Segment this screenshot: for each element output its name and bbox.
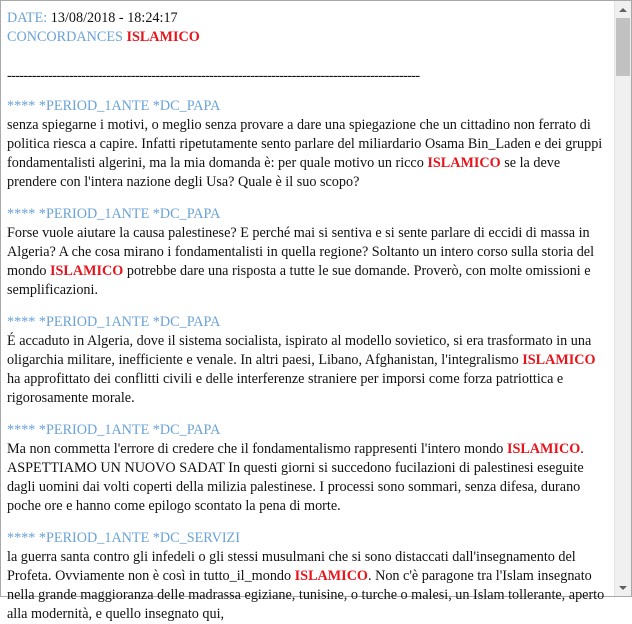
- search-keyword: ISLAMICO: [126, 29, 200, 45]
- concordance-text-area[interactable]: [1, 1, 611, 622]
- entry-header: **** *PERIOD_1ANTE *DC_PAPA: [7, 422, 221, 438]
- keyword-highlight: ISLAMICO: [294, 568, 368, 584]
- entry-header: **** *PERIOD_1ANTE *DC_PAPA: [7, 98, 221, 114]
- entry: [7, 421, 611, 516]
- entry-header: **** *PERIOD_1ANTE *DC_PAPA: [7, 206, 221, 222]
- entry-text: Forse vuole aiutare la causa palestinese? E perché mai si sentiva e si sente parlare di eccidi di massa in Algeria? A che cosa mirano i fondamentalisti in quella regione? Soltanto un intero corso sulla storia del mondo ISLAMICO potrebbe dare una risposta a tutte le sue domande. Proverò, con molte omissioni e semplificazioni.: [7, 225, 595, 298]
- entry: [7, 97, 611, 192]
- date-value: 13/08/2018 - 18:24:17: [50, 10, 178, 26]
- entry: [7, 205, 611, 300]
- keyword-highlight: ISLAMICO: [522, 352, 596, 368]
- entry-text: senza spiegarne i motivi, o meglio senza provare a dare una spiegazione che un cittadino non ferrato di politica riesca a capire. Infatti ripetutamente sento parlare del miliardario Osama Bin_Laden e dei gruppi fondamentalisti algerini, ma la mia domanda è: per quale motivo un ricco ISLAMICO se la deve prendere con l'intera nazione degli Usa? Quale è il suo scopo?: [7, 117, 603, 190]
- entry: [7, 313, 611, 408]
- entry-header: **** *PERIOD_1ANTE *DC_SERVIZI: [7, 530, 240, 546]
- scroll-down-button[interactable]: [615, 579, 631, 596]
- date-line: [7, 9, 611, 28]
- vertical-scrollbar[interactable]: [614, 1, 631, 596]
- keyword-highlight: ISLAMICO: [49, 263, 124, 279]
- entry-text: Ma non commetta l'errore di credere che il fondamentalismo rappresenti l'intero mondo ISLAMICO. ASPETTIAMO UN NUOVO SADAT In questi giorni si succedono fucilazioni di palestinesi eseguite dagli uomini dai volti coperti della milizia palestinese. I processi sono sommari, senza difesa, durano poche ore e hanno come epilogo scontato la pena di morte.: [7, 441, 584, 514]
- arrow-down-icon: [619, 586, 627, 590]
- keyword-highlight: ISLAMICO: [427, 155, 501, 171]
- arrow-up-icon: [619, 8, 627, 12]
- concordances-line: [7, 28, 611, 47]
- concordances-label: CONCORDANCES: [7, 29, 123, 45]
- date-label: DATE:: [7, 10, 48, 26]
- entry-text: la guerra santa contro gli infedeli o gli stessi musulmani che si sono distaccati dall'insegnamento del Profeta. Ovviamente non è così in tutto_il_mondo ISLAMICO. Non c'è paragone tra l'Islam insegnato nella grande maggioranza delle madrassa egiziane, tunisine, o turche o malesi, un Islam tollerante, aperto alla modernità, e quello insegnato qui,: [7, 549, 605, 622]
- entry-text: É accaduto in Algeria, dove il sistema socialista, ispirato al modello sovietico, si era trasformato in una oligarchia militare, inefficiente e venale. In altri paesi, Libano, Afghanistan, l'integralismo ISLAMICO ha approfittato dei conflitti civili e delle interferenze straniere per imporsi come forza patriottica e rigorosamente morale.: [7, 333, 596, 406]
- separator-line: ----------------------------------------------------------------------------------------------------: [7, 68, 420, 84]
- scroll-up-button[interactable]: [615, 1, 631, 18]
- entry-header: **** *PERIOD_1ANTE *DC_PAPA: [7, 314, 221, 330]
- entry: [7, 529, 611, 624]
- scrollbar-thumb[interactable]: [616, 18, 630, 76]
- keyword-highlight: ISLAMICO: [506, 441, 581, 457]
